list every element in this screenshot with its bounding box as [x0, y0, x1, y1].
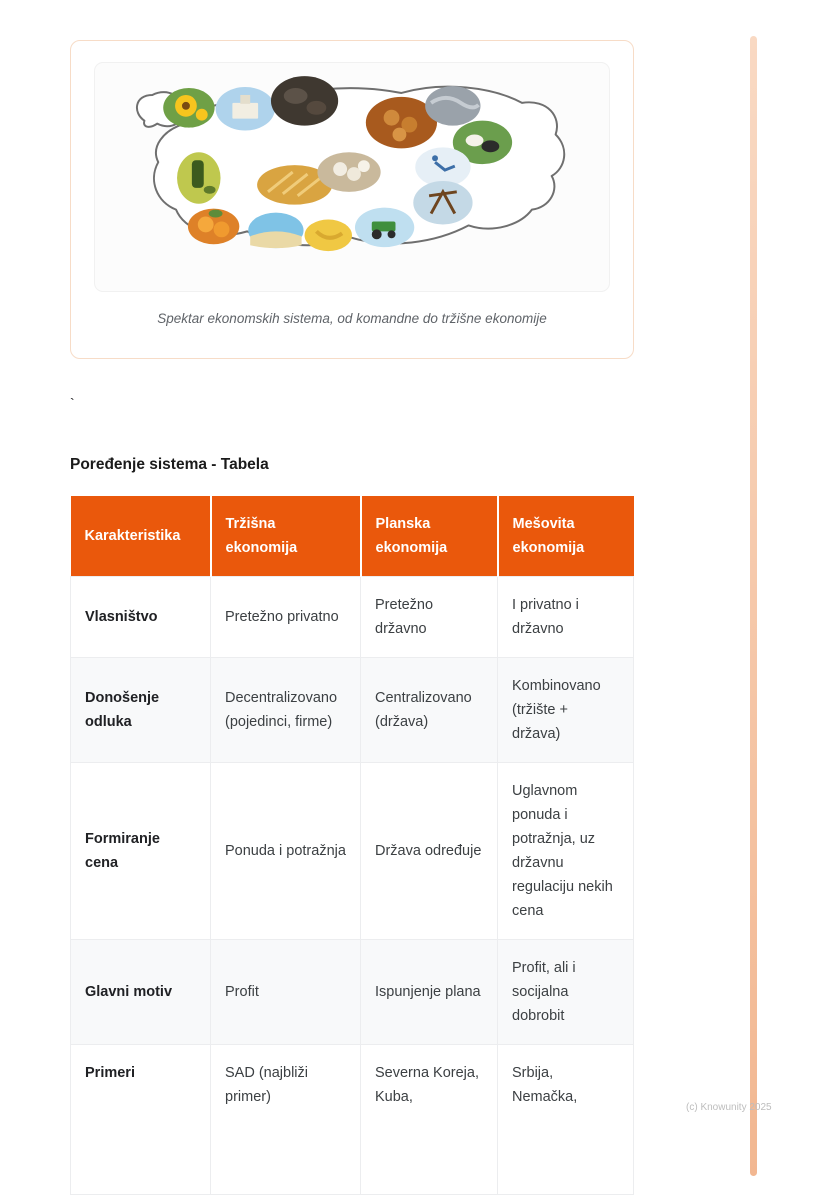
- fabric-photo: [425, 86, 480, 126]
- header-cell-mesovita: Mešovita ekonomija: [498, 496, 634, 577]
- sunflower-photo: [163, 88, 214, 128]
- table-cell: Ispunjenje plana: [361, 940, 498, 1045]
- citrus-photo: [188, 209, 239, 245]
- city-photo: [216, 87, 275, 130]
- oil-pump-photo: [413, 181, 472, 224]
- coal-photo: [271, 76, 338, 125]
- olive-oil-photo: [177, 152, 220, 203]
- turkey-economy-collage: [95, 63, 609, 291]
- table-cell: Primeri: [71, 1045, 211, 1195]
- table-cell: Uglavnom ponuda i potražnja, uz državnu regulaciju nekih cena: [498, 763, 634, 940]
- table-cell: Kombinovano (tržište + država): [498, 658, 634, 763]
- table-cell: Profit, ali i socijalna dobrobit: [498, 940, 634, 1045]
- table-cell: Srbija, Nemačka,: [498, 1045, 634, 1195]
- section-heading: Poređenje sistema - Tabela: [70, 456, 269, 473]
- tractor-photo: [355, 208, 414, 248]
- table-cell: Decentralizovano (pojedinci, firme): [211, 658, 361, 763]
- table-cell: Centralizovano (država): [361, 658, 498, 763]
- table-header-row: [71, 496, 634, 577]
- table-cell: Ponuda i potražnja: [211, 763, 361, 940]
- table-row: [71, 1045, 634, 1195]
- ski-photo: [415, 147, 470, 187]
- table-cell: Vlasništvo: [71, 577, 211, 658]
- figure-card: [70, 40, 634, 359]
- table-cell: Pretežno državno: [361, 577, 498, 658]
- page-edge-stripe: [750, 36, 757, 1176]
- table-row: [71, 940, 634, 1045]
- table-cell: Severna Koreja, Kuba,: [361, 1045, 498, 1195]
- table-cell: SAD (najbliži primer): [211, 1045, 361, 1195]
- beach-photo: [248, 213, 303, 249]
- header-cell-karakteristika: Karakteristika: [71, 496, 211, 577]
- watermark-text: (c) Knowunity 2025: [686, 1102, 772, 1113]
- comparison-table: [70, 496, 634, 1195]
- table-row: [71, 658, 634, 763]
- header-cell-planska: Planska ekonomija: [361, 496, 498, 577]
- table-cell: Formiranje cena: [71, 763, 211, 940]
- table-row: [71, 763, 634, 940]
- figure-caption: Spektar ekonomskih sistema, od komandne do tržišne ekonomije: [157, 311, 547, 326]
- table-cell: I privatno i državno: [498, 577, 634, 658]
- table-cell: Glavni motiv: [71, 940, 211, 1045]
- page-content: [70, 40, 634, 1195]
- header-cell-trzisna: Tržišna ekonomija: [211, 496, 361, 577]
- table-cell: Donošenje odluka: [71, 658, 211, 763]
- table-cell: Država određuje: [361, 763, 498, 940]
- table-cell: Profit: [211, 940, 361, 1045]
- stray-backtick: `: [70, 395, 75, 411]
- sheep-photo: [317, 152, 380, 192]
- bananas-photo: [305, 220, 352, 252]
- table-cell: Pretežno privatno: [211, 577, 361, 658]
- table-row: [71, 577, 634, 658]
- figure-image-box: [95, 63, 609, 291]
